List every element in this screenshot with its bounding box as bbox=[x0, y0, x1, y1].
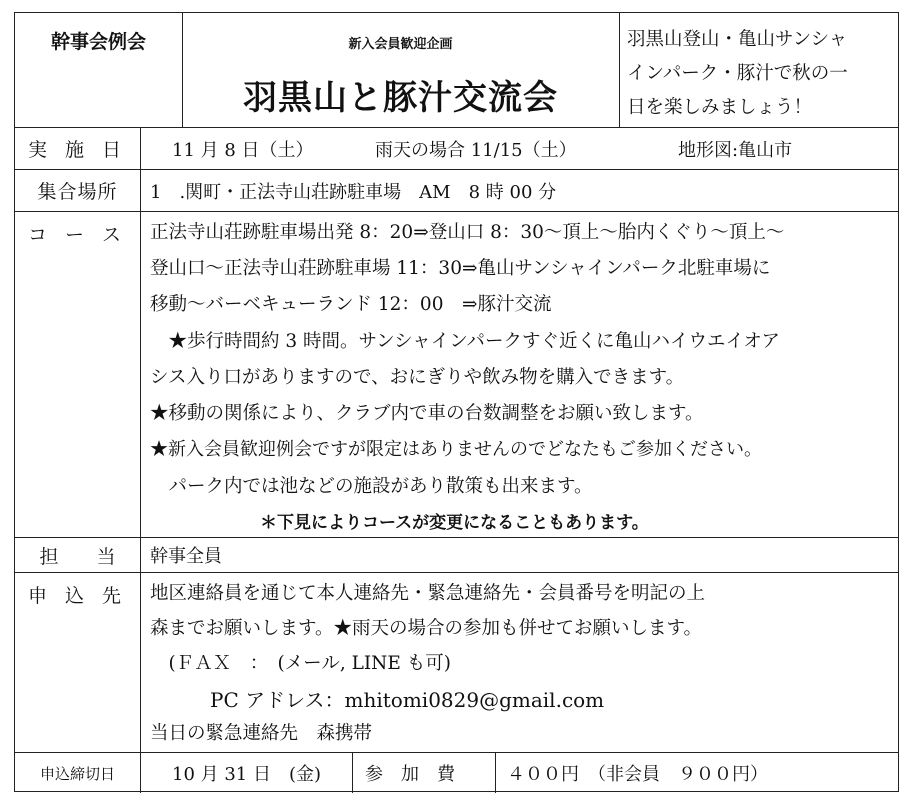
meeting-label: 集合場所 bbox=[37, 181, 118, 203]
rain-date: 雨天の場合 11/15（土） bbox=[375, 139, 577, 161]
apply-line: 地区連絡員を通じて本人連絡先・緊急連絡先・会員番号を明記の上 bbox=[150, 583, 706, 604]
deadline-value: 10 月 31 日 (金) bbox=[172, 764, 322, 785]
fee-value: ４００円 （非会員 ９００円） bbox=[507, 764, 768, 785]
course-line: 移動〜バーベキューランド 12：00 ⇒豚汁交流 bbox=[150, 294, 552, 315]
apply-line: (ＦＡＸ ： (メール, LINE も可) bbox=[150, 653, 451, 674]
deadline-row bbox=[15, 753, 898, 793]
staff-row bbox=[15, 538, 898, 573]
event-flyer-table bbox=[14, 12, 899, 792]
apply-label: 申 込 先 bbox=[27, 585, 128, 607]
course-line: 登山口〜正法寺山荘跡駐車場 11：30⇒亀山サンシャインパーク北駐車場に bbox=[150, 258, 771, 279]
header-title-block bbox=[182, 13, 619, 127]
deadline-label: 申込締切日 bbox=[39, 764, 115, 783]
course-line: ★歩行時間約 3 時間。サンシャインパークすぐ近くに亀山ハイウエイオア bbox=[150, 331, 780, 352]
course-line: ★新入会員歓迎例会ですが限定はありませんのでどなたもご参加ください。 bbox=[150, 439, 762, 460]
course-line: 正法寺山荘跡駐車場出発 8：20⇒登山口 8：30〜頂上〜胎内くぐり〜頂上〜 bbox=[150, 222, 785, 243]
staff-value: 幹事全員 bbox=[150, 546, 222, 567]
apply-email: PC アドレス：mhitomi0829@gmail.com bbox=[150, 688, 605, 712]
header-row bbox=[15, 13, 898, 128]
course-line: ★移動の関係により、クラブ内で車の台数調整をお願い致します。 bbox=[150, 403, 704, 424]
page-title: 羽黒山と豚汁交流会 bbox=[243, 78, 558, 118]
staff-label: 担 当 bbox=[39, 545, 116, 568]
course-row bbox=[15, 212, 898, 538]
apply-line: 当日の緊急連絡先 森携帯 bbox=[150, 723, 373, 744]
date-label: 実 施 日 bbox=[27, 139, 128, 161]
course-note: ＊下見によりコースが変更になることもあります。 bbox=[260, 513, 649, 533]
map-info: 地形図:亀山市 bbox=[678, 139, 793, 161]
intro-line: 日を楽しみましょう！ bbox=[627, 97, 813, 118]
meeting-row bbox=[15, 170, 898, 212]
apply-row bbox=[15, 573, 898, 753]
intro-line: インパーク・豚汁で秋の一 bbox=[627, 63, 848, 84]
fee-label: 参 加 費 bbox=[365, 764, 455, 785]
header-left-label: 幹事会例会 bbox=[50, 31, 146, 53]
header-subtitle: 新入会員歓迎企画 bbox=[348, 37, 453, 52]
apply-line: 森までお願いします。★雨天の場合の参加も併せてお願いします。 bbox=[150, 618, 703, 639]
course-line: パーク内では池などの施設があり散策も出来ます。 bbox=[150, 476, 593, 497]
meeting-value: 1 .関町・正法寺山荘跡駐車場 AM 8 時 00 分 bbox=[150, 181, 557, 203]
header-intro bbox=[619, 13, 900, 127]
date-row bbox=[15, 128, 898, 170]
date-value: 11 月 8 日（土） bbox=[172, 139, 314, 161]
intro-line: 羽黒山登山・亀山サンシャ bbox=[627, 29, 848, 50]
course-label: コ ー ス bbox=[27, 224, 128, 246]
course-line: シス入り口がありますので、おにぎりや飲み物を購入できます。 bbox=[150, 367, 685, 388]
